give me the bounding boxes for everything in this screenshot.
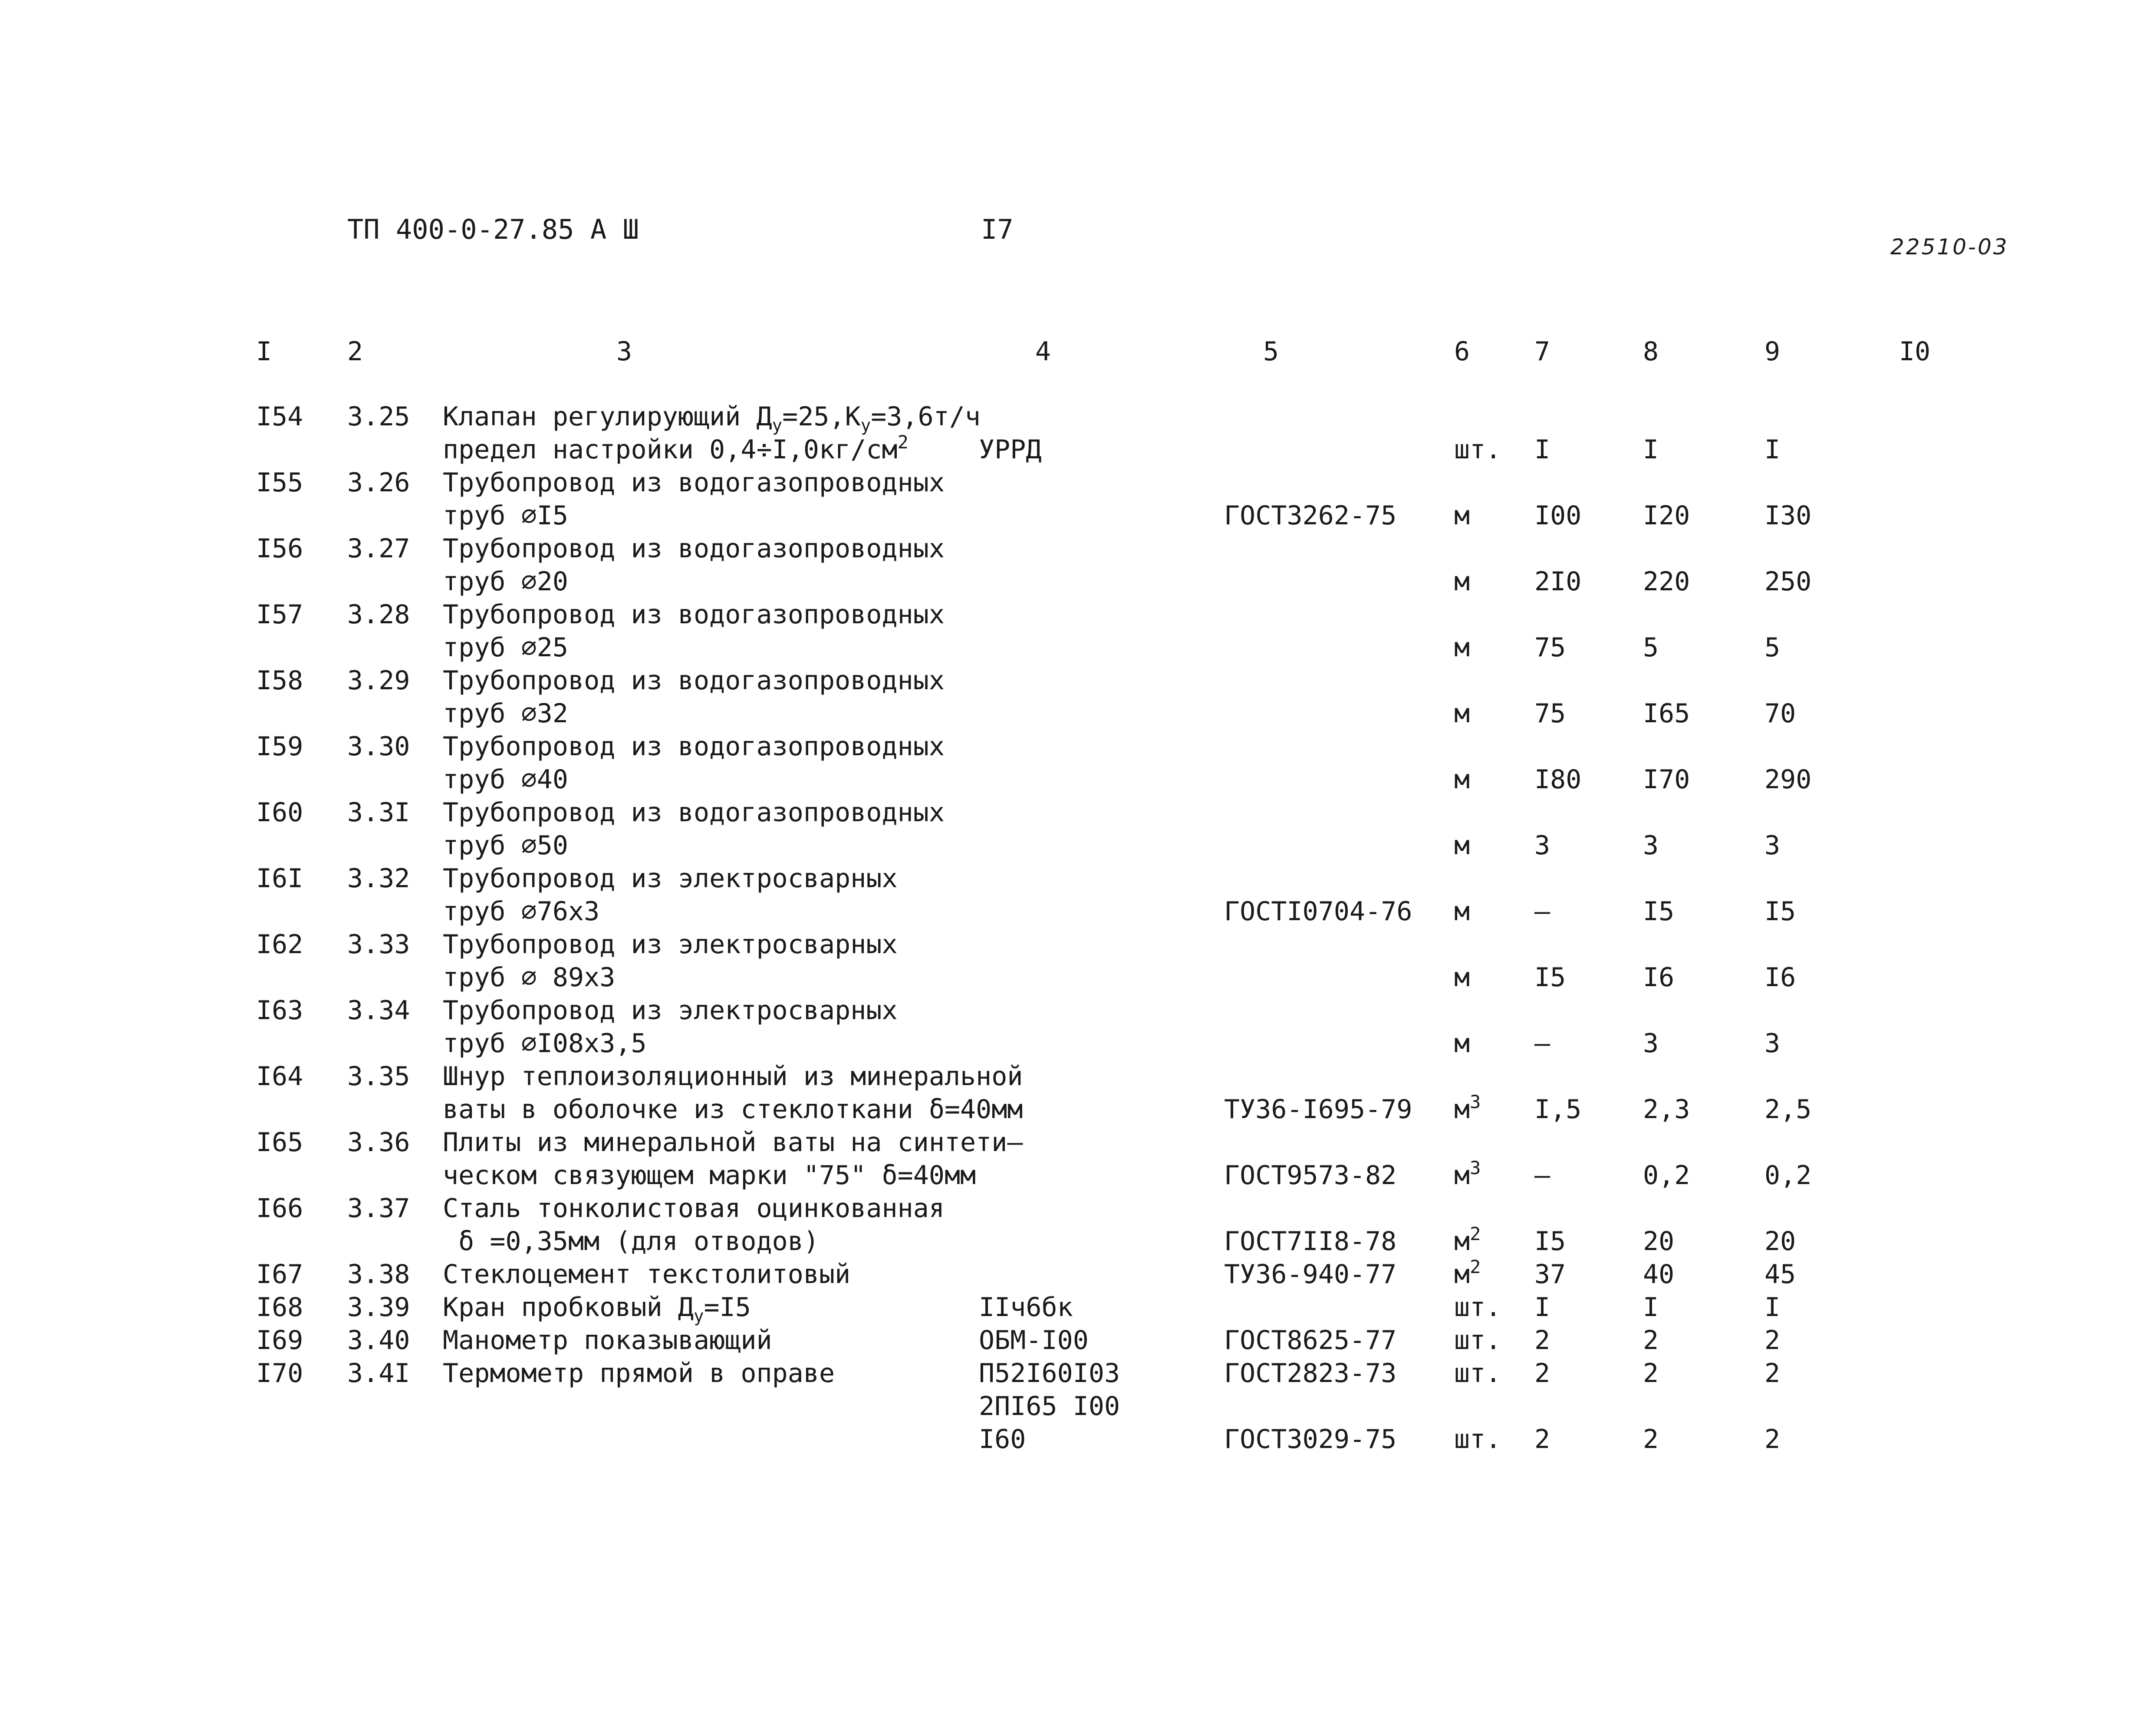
- item-name-line: Стеклоцемент текстолитовый: [443, 1259, 851, 1290]
- page-number: I7: [981, 214, 1014, 245]
- position-code: 3.27: [347, 533, 410, 564]
- item-number: I59: [256, 731, 303, 762]
- column-number-2: 2: [347, 336, 363, 367]
- item-unit: $м^2$: [1454, 1223, 1481, 1257]
- quantity-col-7: 2I0: [1534, 566, 1582, 597]
- quantity-col-7: 3: [1534, 830, 1550, 861]
- position-code: 3.36: [347, 1127, 410, 1158]
- item-number: I68: [256, 1292, 303, 1323]
- item-number: I69: [256, 1325, 303, 1356]
- column-number-8: 8: [1643, 336, 1659, 367]
- item-name-line: Сталь тонколистовая оцинкованная: [443, 1193, 945, 1224]
- item-unit: $м^3$: [1454, 1157, 1481, 1191]
- quantity-col-9: I30: [1764, 500, 1812, 531]
- quantity-col-7: 75: [1534, 698, 1566, 729]
- item-name-line: труб ∅20: [443, 566, 568, 597]
- quantity-col-8: I20: [1643, 500, 1690, 531]
- quantity-col-9: I6: [1764, 962, 1796, 993]
- quantity-col-7: 37: [1534, 1259, 1566, 1290]
- quantity-col-7: I5: [1534, 1226, 1566, 1257]
- position-code: 3.34: [347, 995, 410, 1026]
- item-name-line: труб ∅ 89х3: [443, 962, 616, 993]
- item-name-line: Клапан регулирующий $Д_у=25,К_у=3,6т/ч$: [443, 401, 981, 436]
- item-name-line: Трубопровод из электросварных: [443, 929, 898, 960]
- column-number-4: 4: [1035, 336, 1051, 367]
- item-unit: м: [1454, 632, 1470, 663]
- item-name-line: Трубопровод из водогазопроводных: [443, 731, 945, 762]
- item-name-line: Трубопровод из электросварных: [443, 863, 898, 894]
- quantity-col-9: I: [1764, 434, 1781, 465]
- quantity-col-9: 45: [1764, 1259, 1796, 1290]
- quantity-col-9: 290: [1764, 764, 1812, 795]
- quantity-col-8: 220: [1643, 566, 1690, 597]
- item-name-line: Кран пробковый $Д_у=I5$: [443, 1292, 751, 1326]
- quantity-col-9: 3: [1764, 830, 1781, 861]
- item-unit: м: [1454, 764, 1470, 795]
- quantity-col-7: –: [1534, 1160, 1550, 1191]
- quantity-col-8: 20: [1643, 1226, 1675, 1257]
- item-standard: ТУ36-940-77: [1224, 1259, 1397, 1290]
- item-unit: м: [1454, 698, 1470, 729]
- quantity-col-8: I6: [1643, 962, 1675, 993]
- item-name-line: труб ∅50: [443, 830, 568, 861]
- position-code: 3.25: [347, 401, 410, 432]
- item-standard: ГОСТ7II8-78: [1224, 1226, 1397, 1257]
- quantity-col-9: I: [1764, 1292, 1781, 1323]
- quantity-col-9: 0,2: [1764, 1160, 1812, 1191]
- quantity-col-7: 2: [1534, 1424, 1550, 1454]
- item-name-line: труб ∅76х3: [443, 896, 600, 927]
- quantity-col-7: I00: [1534, 500, 1582, 531]
- column-number-10: I0: [1899, 336, 1931, 367]
- quantity-col-8: 3: [1643, 1028, 1659, 1059]
- quantity-col-8: 40: [1643, 1259, 1675, 1290]
- quantity-col-9: I5: [1764, 896, 1796, 927]
- quantity-col-8: I: [1643, 1292, 1659, 1323]
- quantity-col-8: 2: [1643, 1424, 1659, 1454]
- item-number: I67: [256, 1259, 303, 1290]
- album-number: А Ш: [590, 214, 639, 245]
- position-code: 3.40: [347, 1325, 410, 1356]
- item-name-line: Трубопровод из водогазопроводных: [443, 665, 945, 696]
- item-type: I60: [979, 1424, 1026, 1454]
- position-code: 3.26: [347, 467, 410, 498]
- quantity-col-7: I80: [1534, 764, 1582, 795]
- item-number: I64: [256, 1061, 303, 1092]
- item-unit: шт.: [1454, 1424, 1501, 1454]
- item-name-line: Трубопровод из водогазопроводных: [443, 797, 945, 828]
- item-name-line: Трубопровод из электросварных: [443, 995, 898, 1026]
- quantity-col-7: I,5: [1534, 1094, 1582, 1125]
- item-name-line: Шнур теплоизоляционный из минеральной: [443, 1061, 1023, 1092]
- item-standard: ГОСТI0704-76: [1224, 896, 1412, 927]
- item-unit: м: [1454, 896, 1470, 927]
- quantity-col-8: 2: [1643, 1358, 1659, 1389]
- item-name-line: Трубопровод из водогазопроводных: [443, 599, 945, 630]
- item-standard: ГОСТ8625-77: [1224, 1325, 1397, 1356]
- quantity-col-9: 2: [1764, 1424, 1781, 1454]
- quantity-col-7: –: [1534, 1028, 1550, 1059]
- quantity-col-9: 20: [1764, 1226, 1796, 1257]
- item-number: I58: [256, 665, 303, 696]
- item-number: I6I: [256, 863, 303, 894]
- item-number: I54: [256, 401, 303, 432]
- quantity-col-9: 250: [1764, 566, 1812, 597]
- item-type: ОБМ-I00: [979, 1325, 1089, 1356]
- item-number: I60: [256, 797, 303, 828]
- position-code: 3.29: [347, 665, 410, 696]
- item-name-line: труб ∅I5: [443, 500, 568, 531]
- handwritten-stamp-number: 22510-03: [1890, 234, 2009, 260]
- item-number: I70: [256, 1358, 303, 1389]
- quantity-col-9: 70: [1764, 698, 1796, 729]
- quantity-col-8: I: [1643, 434, 1659, 465]
- quantity-col-8: 0,2: [1643, 1160, 1690, 1191]
- document-code: ТП 400-0-27.85: [347, 214, 574, 245]
- item-name-line: предел настройки $0,4\div I,0кг/см^2$: [443, 431, 908, 465]
- quantity-col-7: I: [1534, 434, 1550, 465]
- column-number-1: I: [256, 336, 272, 367]
- position-code: 3.39: [347, 1292, 410, 1323]
- quantity-col-9: 2,5: [1764, 1094, 1812, 1125]
- position-code: 3.32: [347, 863, 410, 894]
- item-name-line: ческом связующем марки "75" δ=40мм: [443, 1160, 976, 1191]
- item-unit: $м^3$: [1454, 1091, 1481, 1125]
- position-code: 3.3I: [347, 797, 410, 828]
- item-type: 2ПI65 I00: [979, 1391, 1120, 1422]
- position-code: 3.28: [347, 599, 410, 630]
- item-number: I62: [256, 929, 303, 960]
- item-standard: ГОСТ2823-73: [1224, 1358, 1397, 1389]
- item-unit: шт.: [1454, 1325, 1501, 1356]
- item-name-line: труб ∅40: [443, 764, 568, 795]
- item-number: I56: [256, 533, 303, 564]
- position-code: 3.4I: [347, 1358, 410, 1389]
- item-number: I65: [256, 1127, 303, 1158]
- quantity-col-9: 2: [1764, 1325, 1781, 1356]
- item-unit: м: [1454, 830, 1470, 861]
- item-unit: $м^2$: [1454, 1256, 1481, 1290]
- item-unit: шт.: [1454, 1358, 1501, 1389]
- item-type: IIч6бк: [979, 1292, 1073, 1323]
- item-unit: м: [1454, 500, 1470, 531]
- quantity-col-7: –: [1534, 896, 1550, 927]
- quantity-col-8: 5: [1643, 632, 1659, 663]
- item-standard: ГОСТ9573-82: [1224, 1160, 1397, 1191]
- quantity-col-8: I70: [1643, 764, 1690, 795]
- quantity-col-8: I65: [1643, 698, 1690, 729]
- column-number-6: 6: [1454, 336, 1470, 367]
- item-name-line: труб ∅I08х3,5: [443, 1028, 647, 1059]
- position-code: 3.35: [347, 1061, 410, 1092]
- item-standard: ГОСТ3029-75: [1224, 1424, 1397, 1454]
- position-code: 3.33: [347, 929, 410, 960]
- position-code: 3.38: [347, 1259, 410, 1290]
- item-name-line: ваты в оболочке из стеклоткани δ=40мм: [443, 1094, 1023, 1125]
- item-name-line: Трубопровод из водогазопроводных: [443, 467, 945, 498]
- item-name-line: Термометр прямой в оправе: [443, 1358, 835, 1389]
- column-number-9: 9: [1764, 336, 1781, 367]
- item-name-line: δ =0,35мм (для отводов): [443, 1226, 819, 1257]
- quantity-col-8: 2,3: [1643, 1094, 1690, 1125]
- quantity-col-8: I5: [1643, 896, 1675, 927]
- item-unit: м: [1454, 566, 1470, 597]
- item-unit: шт.: [1454, 1292, 1501, 1323]
- item-number: I57: [256, 599, 303, 630]
- item-name-line: Трубопровод из водогазопроводных: [443, 533, 945, 564]
- column-number-3: 3: [616, 336, 632, 367]
- item-standard: ТУ36-I695-79: [1224, 1094, 1412, 1125]
- item-standard: ГОСТ3262-75: [1224, 500, 1397, 531]
- item-unit: шт.: [1454, 434, 1501, 465]
- item-number: I63: [256, 995, 303, 1026]
- item-name-line: Плиты из минеральной ваты на синтети–: [443, 1127, 1023, 1158]
- quantity-col-9: 2: [1764, 1358, 1781, 1389]
- quantity-col-7: I5: [1534, 962, 1566, 993]
- quantity-col-8: 2: [1643, 1325, 1659, 1356]
- item-type: УРРД: [979, 434, 1042, 465]
- item-type: П52I60I03: [979, 1358, 1120, 1389]
- column-number-7: 7: [1534, 336, 1550, 367]
- column-number-5: 5: [1263, 336, 1279, 367]
- quantity-col-9: 5: [1764, 632, 1781, 663]
- item-unit: м: [1454, 962, 1470, 993]
- position-code: 3.30: [347, 731, 410, 762]
- item-name-line: Манометр показывающий: [443, 1325, 772, 1356]
- quantity-col-7: 2: [1534, 1325, 1550, 1356]
- quantity-col-7: I: [1534, 1292, 1550, 1323]
- item-unit: м: [1454, 1028, 1470, 1059]
- item-number: I55: [256, 467, 303, 498]
- quantity-col-9: 3: [1764, 1028, 1781, 1059]
- item-name-line: труб ∅32: [443, 698, 568, 729]
- item-number: I66: [256, 1193, 303, 1224]
- position-code: 3.37: [347, 1193, 410, 1224]
- item-name-line: труб ∅25: [443, 632, 568, 663]
- quantity-col-7: 2: [1534, 1358, 1550, 1389]
- quantity-col-8: 3: [1643, 830, 1659, 861]
- quantity-col-7: 75: [1534, 632, 1566, 663]
